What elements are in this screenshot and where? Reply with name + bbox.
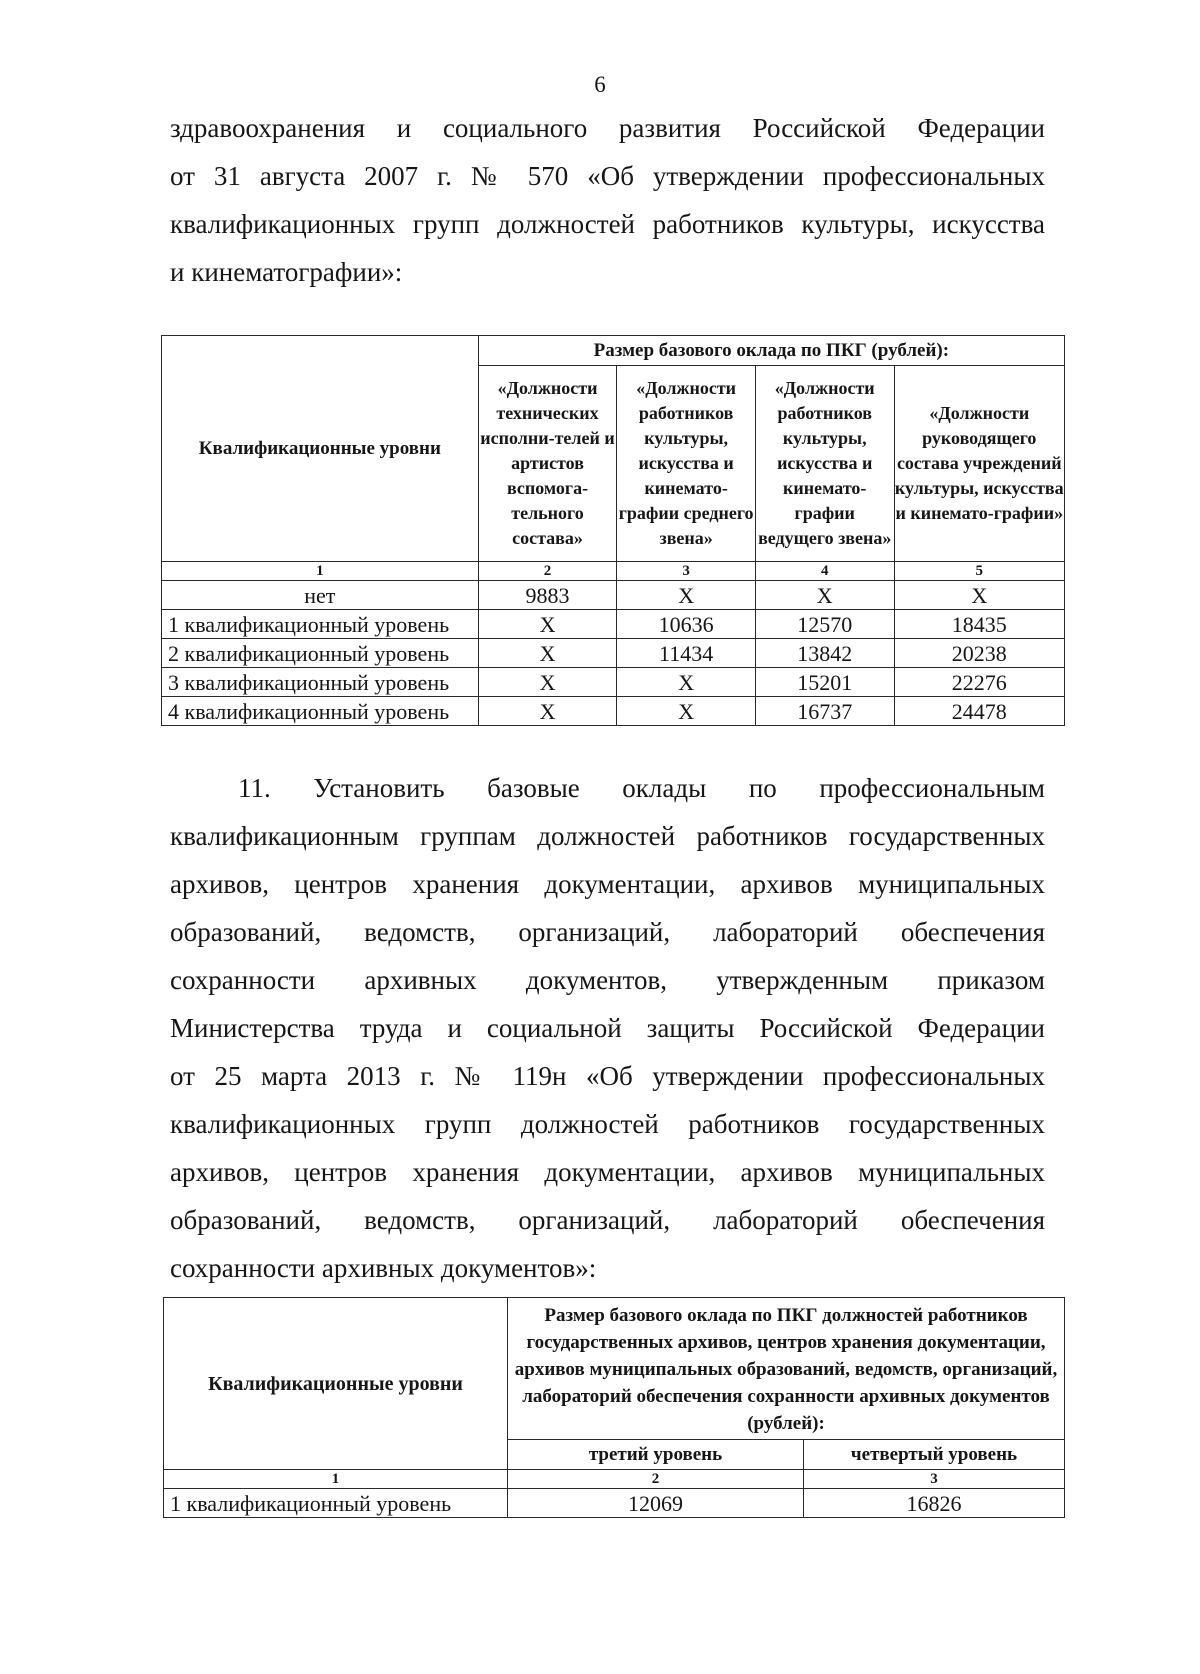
value-cell: 24478 bbox=[894, 697, 1064, 726]
value-cell: 9883 bbox=[478, 581, 617, 610]
paragraph-line: Министерства труда и социальной защиты Российской Федерации bbox=[170, 1013, 1045, 1043]
table-row bbox=[162, 610, 1065, 639]
paragraph-line: архивов, центров хранения документации, архивов муниципальных bbox=[170, 1157, 1045, 1187]
value-cell: 12069 bbox=[508, 1489, 804, 1518]
column-number: 4 bbox=[755, 562, 894, 581]
value-cell: 12570 bbox=[755, 610, 894, 639]
paragraph-line: от 31 августа 2007 г. № 570 «Об утверждении профессиональных bbox=[170, 161, 1045, 191]
paragraph-line: и кинематографии»: bbox=[170, 257, 403, 287]
column-number: 2 bbox=[478, 562, 617, 581]
table-span-header: Размер базового оклада по ПКГ (рублей): bbox=[478, 336, 1064, 366]
table-head-levels: Квалификационные уровни bbox=[162, 336, 479, 562]
paragraph-line: квалификационных групп должностей работников государственных bbox=[170, 1109, 1045, 1139]
value-cell: 16737 bbox=[755, 697, 894, 726]
value-cell: X bbox=[478, 610, 617, 639]
value-cell: X bbox=[894, 581, 1064, 610]
value-cell: 15201 bbox=[755, 668, 894, 697]
table-column-header: третий уровень bbox=[508, 1440, 804, 1470]
page-number: 6 bbox=[594, 72, 606, 97]
value-cell: 10636 bbox=[617, 610, 756, 639]
column-number: 5 bbox=[894, 562, 1064, 581]
value-cell: X bbox=[617, 697, 756, 726]
value-cell: X bbox=[617, 668, 756, 697]
paragraph-line: 11. Установить базовые оклады по профессиональным bbox=[238, 773, 1045, 803]
level-cell: нет bbox=[162, 581, 479, 610]
table-column-header: четвертый уровень bbox=[804, 1440, 1065, 1470]
level-cell: 3 квалификационный уровень bbox=[162, 668, 479, 697]
table-span-header: Размер базового оклада по ПКГ должностей работников государственных архивов, центров хранения документации, архивов муниципальных образований, ведомств, организаций, лабораторий обеспечения сохранности архивных документов (рублей): bbox=[508, 1298, 1065, 1440]
level-cell: 1 квалификационный уровень bbox=[164, 1489, 508, 1518]
level-cell: 1 квалификационный уровень bbox=[162, 610, 479, 639]
column-number: 1 bbox=[162, 562, 479, 581]
table-row bbox=[162, 639, 1065, 668]
table-column-header: «Должности технических исполни-телей и артистов вспомога-тельного состава» bbox=[478, 366, 617, 562]
column-number: 1 bbox=[164, 1470, 508, 1489]
paragraph-line: от 25 марта 2013 г. № 119н «Об утверждении профессиональных bbox=[170, 1061, 1045, 1091]
value-cell: 16826 bbox=[804, 1489, 1065, 1518]
salary-table-archives bbox=[163, 1297, 1065, 1518]
table-column-header: «Должности руководящего состава учреждений культуры, искусства и кинемато-графии» bbox=[894, 366, 1064, 562]
paragraph-line: сохранности архивных документов»: bbox=[170, 1253, 597, 1283]
value-cell: 18435 bbox=[894, 610, 1064, 639]
paragraph-intro bbox=[170, 104, 1045, 296]
paragraph-line: здравоохранения и социального развития Российской Федерации bbox=[170, 113, 1045, 143]
value-cell: 22276 bbox=[894, 668, 1064, 697]
table-column-header: «Должности работников культуры, искусства и кинемато-графии ведущего звена» bbox=[755, 366, 894, 562]
column-number: 3 bbox=[804, 1470, 1065, 1489]
paragraph-line: сохранности архивных документов, утвержденным приказом bbox=[170, 965, 1045, 995]
paragraph-item-11 bbox=[170, 764, 1045, 1292]
value-cell: X bbox=[478, 639, 617, 668]
value-cell: X bbox=[478, 668, 617, 697]
salary-table-culture bbox=[161, 335, 1065, 726]
level-cell: 2 квалификационный уровень bbox=[162, 639, 479, 668]
table-row bbox=[162, 697, 1065, 726]
value-cell: X bbox=[617, 581, 756, 610]
table-row bbox=[162, 581, 1065, 610]
column-number: 2 bbox=[508, 1470, 804, 1489]
value-cell: 20238 bbox=[894, 639, 1064, 668]
paragraph-line: образований, ведомств, организаций, лабораторий обеспечения bbox=[170, 1205, 1045, 1235]
column-number: 3 bbox=[617, 562, 756, 581]
table-row bbox=[164, 1489, 1065, 1518]
paragraph-line: квалификационных групп должностей работников культуры, искусства bbox=[170, 209, 1045, 239]
table-head-levels: Квалификационные уровни bbox=[164, 1298, 508, 1470]
value-cell: X bbox=[478, 697, 617, 726]
paragraph-line: образований, ведомств, организаций, лабораторий обеспечения bbox=[170, 917, 1045, 947]
value-cell: 11434 bbox=[617, 639, 756, 668]
paragraph-line: квалификационным группам должностей работников государственных bbox=[170, 821, 1045, 851]
value-cell: 13842 bbox=[755, 639, 894, 668]
table-column-header: «Должности работников культуры, искусства и кинемато-графии среднего звена» bbox=[617, 366, 756, 562]
table-row bbox=[162, 668, 1065, 697]
paragraph-line: архивов, центров хранения документации, архивов муниципальных bbox=[170, 869, 1045, 899]
value-cell: X bbox=[755, 581, 894, 610]
level-cell: 4 квалификационный уровень bbox=[162, 697, 479, 726]
